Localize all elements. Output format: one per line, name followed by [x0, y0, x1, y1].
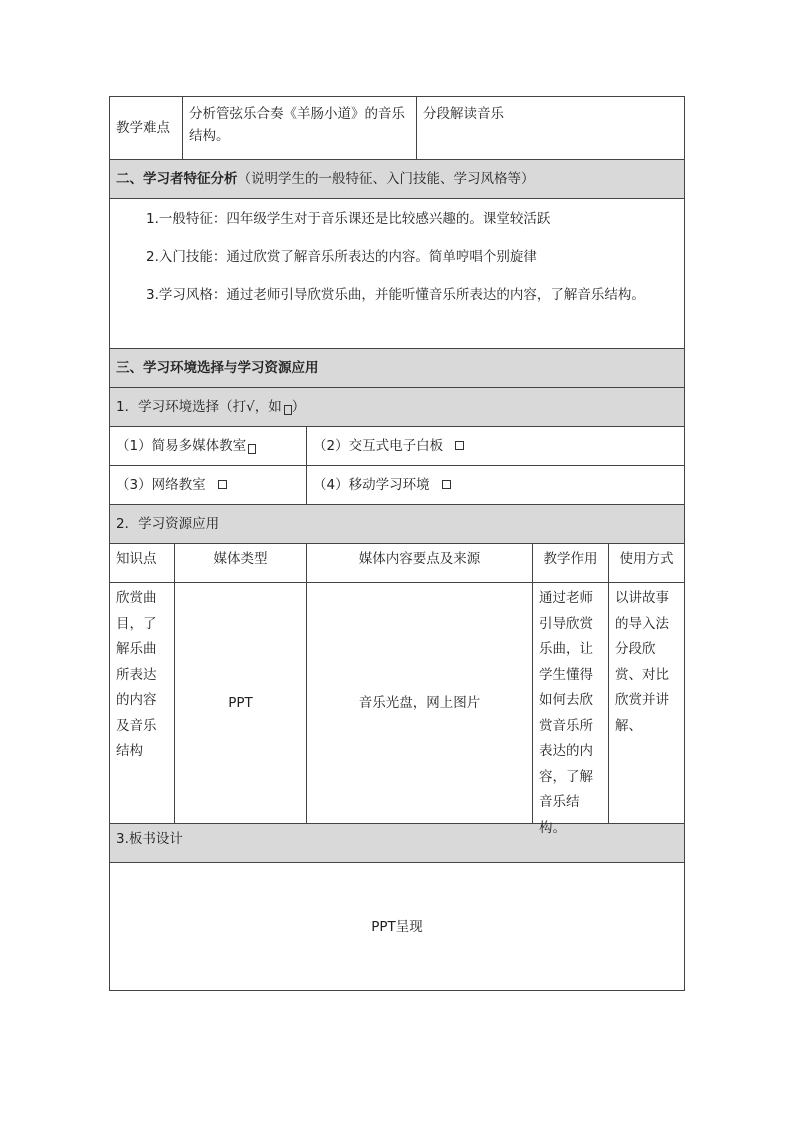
env-option-3-checkbox[interactable]: [218, 480, 227, 489]
difficulty-row: [109, 96, 685, 160]
resource-title-row: [109, 505, 685, 544]
env-option-4: [306, 466, 684, 504]
difficulty-strategy: 分段解读音乐: [416, 97, 684, 159]
env-option-4-checkbox[interactable]: [442, 480, 451, 489]
cell-media-content-text: 音乐光盘，网上图片: [358, 695, 481, 711]
difficulty-label: 教学难点: [116, 120, 170, 136]
board-content-text: PPT呈现: [371, 918, 423, 935]
env-option-2-label: （2）交互式电子白板: [313, 438, 444, 454]
section3-title: 三、学习环境选择与学习资源应用: [116, 360, 319, 376]
env-option-2: [306, 427, 684, 465]
difficulty-content: 分析管弦乐合奏《羊肠小道》的音乐结构。: [182, 97, 416, 159]
section3-header-row: [109, 349, 685, 388]
section2-header: [110, 160, 684, 198]
learner-general: 1.一般特征：四年级学生对于音乐课还是比较感兴趣的。课堂较活跃: [146, 211, 551, 227]
cell-media-type: [174, 583, 306, 823]
env-title: [110, 388, 684, 426]
env-title-row: [109, 388, 685, 427]
table-row: [109, 583, 685, 836]
board-content: [110, 863, 684, 990]
env-title-text: 1．学习环境选择（打√，如: [116, 399, 282, 415]
resource-title: 2．学习资源应用: [116, 516, 220, 532]
cell-media-content: [306, 583, 532, 823]
cell-knowledge: 欣赏曲目，了解乐曲所表达的内容及音乐结构: [116, 590, 157, 759]
section2-title: 二、学习者特征分析: [116, 171, 238, 187]
learner-entry-skills: 2.入门技能：通过欣赏了解音乐所表达的内容。简单哼唱个别旋律: [146, 249, 537, 265]
section2-subtitle: （说明学生的一般特征、入门技能、学习风格等）: [237, 171, 535, 187]
col-teaching-role-header: 教学作用: [532, 544, 608, 582]
learner-style: 3.学习风格：通过老师引导欣赏乐曲，并能听懂音乐所表达的内容，了解音乐结构。: [146, 287, 645, 303]
env-options-row-2: [109, 466, 685, 505]
env-option-1-checkbox[interactable]: [248, 444, 256, 454]
col-knowledge-header: 知识点: [116, 551, 157, 567]
section2-body-row: [109, 199, 685, 349]
cell-teaching-role: 通过老师引导欣赏乐曲，让学生懂得如何去欣赏音乐所表达的内容，了解音乐结构。: [532, 583, 608, 823]
lesson-plan-table: [109, 96, 685, 991]
board-title-row: [109, 824, 685, 863]
env-options-row-1: [109, 427, 685, 466]
board-title: 3.板书设计: [116, 831, 183, 847]
env-title-end: ）: [291, 399, 306, 415]
col-media-type-header: 媒体类型: [174, 544, 306, 582]
env-option-3-label: （3）网络教室: [116, 477, 206, 493]
cell-usage: 以讲故事的导入法分段欣赏、对比欣赏并讲解、: [608, 583, 684, 823]
env-option-1-label: （1）简易多媒体教室: [116, 438, 247, 454]
env-option-3: [110, 466, 306, 504]
col-media-content-header: 媒体内容要点及来源: [306, 544, 532, 582]
env-option-2-checkbox[interactable]: [455, 441, 464, 450]
cell-media-type-text: PPT: [228, 695, 253, 711]
section2-body: [110, 199, 684, 348]
col-usage-header: 使用方式: [608, 544, 684, 582]
board-content-row: [109, 863, 685, 991]
resource-table-header: [109, 544, 685, 583]
env-option-1: [110, 427, 306, 465]
section2-header-row: [109, 160, 685, 199]
env-option-4-label: （4）移动学习环境: [313, 477, 430, 493]
checkbox-sample-icon: [284, 405, 292, 415]
